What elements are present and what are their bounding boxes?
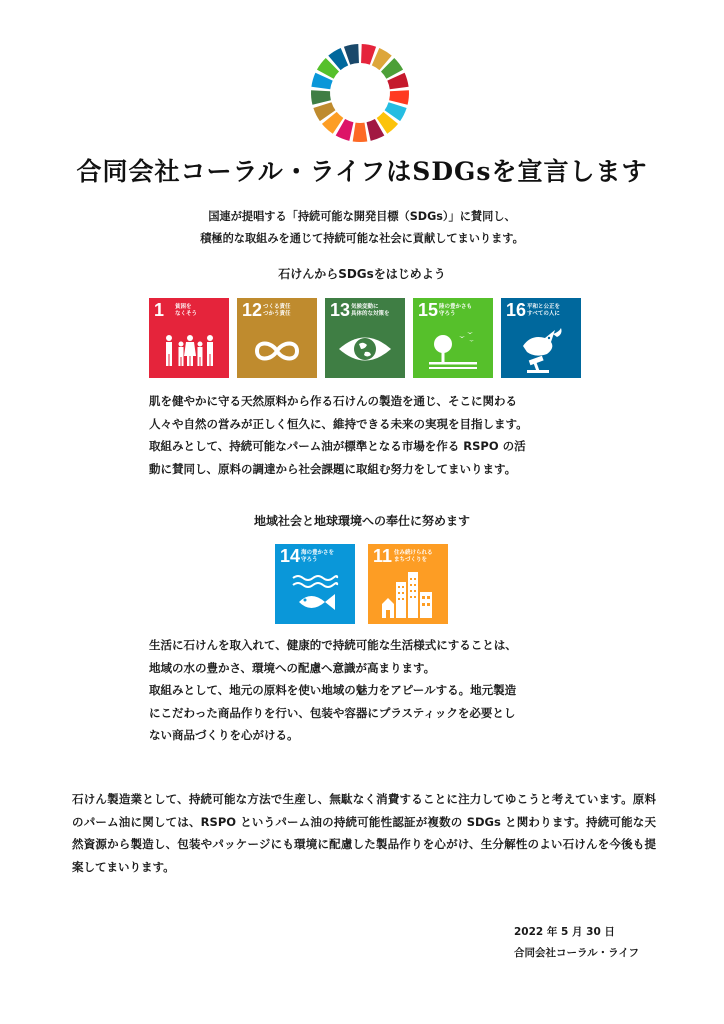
body-line: 取組みとして、地元の原料を使い地域の魅力をアピールする。地元製造 bbox=[149, 683, 517, 697]
goal-title: 海の豊かさを 守ろう bbox=[301, 550, 335, 563]
sdg-goal-14-card bbox=[275, 544, 355, 624]
city-buildings-icon bbox=[378, 570, 438, 620]
goal-number: 16 bbox=[506, 300, 527, 320]
goal-title: 陸の豊かさも 守ろう bbox=[439, 304, 473, 317]
wheel-segment bbox=[311, 90, 331, 105]
goal-title: 住み続けられる まちづくりを bbox=[394, 550, 433, 563]
tree-birds-icon bbox=[423, 324, 483, 374]
goal-title: つくる責任 つかう責任 bbox=[263, 304, 291, 317]
company-name: 合同会社コーラル・ライフ bbox=[514, 947, 640, 959]
section1-goal-row bbox=[149, 298, 581, 378]
body-line: 動に賛同し、原料の調達から社会課題に取組む努力をしてまいります。 bbox=[149, 461, 517, 476]
page-title: 合同会社コーラル・ライフはSDGsを宣言します bbox=[76, 157, 648, 186]
body-line: 生活に石けんを取入れて、健康的で持続可能な生活様式にすることは、 bbox=[149, 638, 517, 652]
intro-text bbox=[0, 206, 724, 250]
eye-globe-icon bbox=[335, 324, 395, 374]
section2-goal-row bbox=[275, 544, 448, 624]
goal-number: 12 bbox=[242, 300, 263, 320]
section1-heading: 石けんからSDGsをはじめよう bbox=[278, 267, 446, 281]
goal-title: 平和と公正を すべての人に bbox=[527, 304, 561, 317]
body-line: 肌を健やかに守る天然原料から作る石けんの製造を通じ、そこに関わる bbox=[149, 394, 517, 408]
sdg-goal-12-card bbox=[237, 298, 317, 378]
body-line: にこだわった商品作りを行い、包装や容器にプラスティックを必要とし bbox=[149, 705, 516, 720]
goal-number: 1 bbox=[154, 300, 165, 320]
dove-gavel-icon bbox=[511, 324, 571, 374]
closing-paragraph: 石けん製造業として、持続可能な方法で生産し、無駄なく消費することに注力してゆこうと考えています。原料のパーム油に関しては、RSPO というパーム油の持続可能性認証が複数の SDGs と関わります。持続可能な天然資源から製造し、包装やパッケージにも環境に配慮した製品作りを心がけ、生分解性のよい石けんを今後も提案してまいります。 bbox=[72, 792, 656, 874]
sdg-goal-13-card bbox=[325, 298, 405, 378]
section1-body bbox=[149, 390, 528, 480]
section2-heading: 地域社会と地球環境への奉仕に努めます bbox=[253, 514, 470, 528]
wheel-segment bbox=[353, 123, 368, 142]
wheel-segment bbox=[389, 90, 409, 105]
intro-line: 国連が提唱する「持続可能な開発目標（SDGs）」に賛同し、 bbox=[208, 210, 516, 223]
sdg-goal-1-card bbox=[149, 298, 229, 378]
goal-title: 気候変動に 具体的な対策を bbox=[351, 304, 390, 317]
intro-line: 積極的な取組みを通じて持続可能な社会に貢献してまいります。 bbox=[200, 232, 524, 245]
fish-waves-icon bbox=[285, 570, 345, 620]
section2-body bbox=[149, 634, 517, 747]
sdg-goal-16-card bbox=[501, 298, 581, 378]
goal-number: 15 bbox=[418, 300, 439, 320]
family-icon bbox=[159, 324, 219, 374]
body-line: 人々や自然の営みが正しく恒久に、維持できる未来の実現を目指します。 bbox=[149, 416, 528, 431]
date: 2022 年 5 月 30 日 bbox=[514, 926, 615, 938]
goal-number: 14 bbox=[280, 546, 301, 566]
sdg-goal-15-card bbox=[413, 298, 493, 378]
infinity-icon bbox=[247, 324, 307, 374]
goal-number: 11 bbox=[373, 546, 393, 566]
body-line: ない商品づくりを心がける。 bbox=[149, 728, 299, 742]
sdg-wheel-logo bbox=[310, 43, 410, 143]
body-line: 地域の水の豊かさ、環境への配慮へ意識が高まります。 bbox=[149, 660, 436, 675]
body-line: 取組みとして、持続可能なパーム油が標準となる市場を作る RSPO の活 bbox=[149, 439, 526, 453]
goal-title: 貧困を なくそう bbox=[175, 304, 198, 317]
sdg-goal-11-card bbox=[368, 544, 448, 624]
goal-number: 13 bbox=[330, 300, 351, 320]
